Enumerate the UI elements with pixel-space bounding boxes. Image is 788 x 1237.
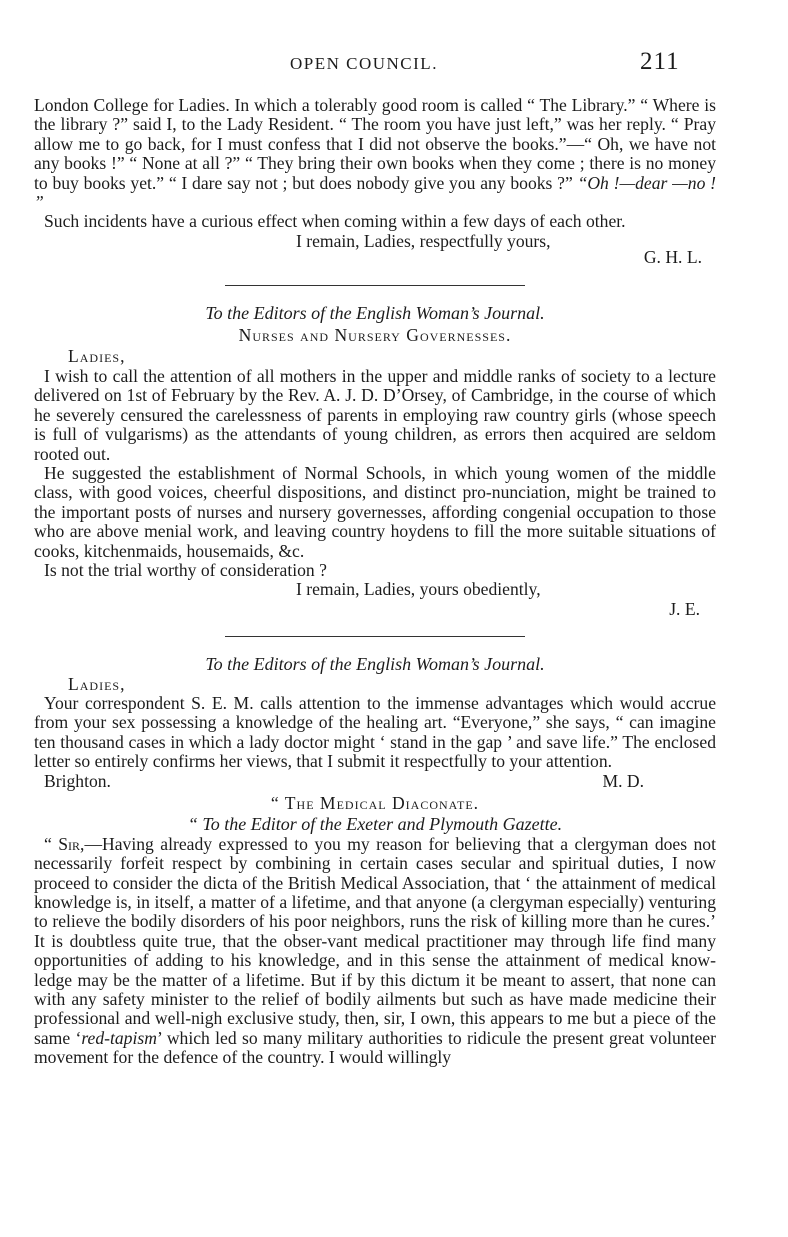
section-divider-1: [225, 285, 525, 286]
quoted-letter-heading: “ To the Editor of the Exeter and Plymouth Gazette.: [187, 814, 563, 835]
quoted-letter-title: “ The Medical Diaconate.: [270, 793, 480, 813]
running-header: [0, 48, 788, 78]
quoted-letter-body: “ Sir,—Having already expressed to you my reason for believing that a clergyman does not necessarily forfeit respect by combining in certain cases secular and spiritual duties, I now proceed to consider the dicta of the British Medical Association, that ‘ the attainment of medical knowledge is, in itself, a matter of a lifetime, and that anyone (a clergyman especially) venturing to relieve the bodily disorders of his poor neighbors, runs the risk of killing more than he cures.’ It is doubtless quite true, that the obser-vant medical practitioner may through life find many opportunities of adding to his knowledge, and in this sense the attainment of medical know-ledge may be the matter of a lifetime. But if by this dictum it be meant to assert, that none can with any safety minister to the relief of bodily ailments but such as have made medicine their professional and well-nigh exclusive study, then, sir, I own, this appears to me but a piece of the same ‘red-tapism’ which led so many military authorities to ridicule the present great volunteer movement for the defence of the country. I would willingly: [34, 833, 716, 1068]
letter2-paragraph-2: He suggested the establishment of Normal Schools, in which young women of the middle class, with good voices, cheerful dispositions, and distinct pro-nunciation, might be trained to the important posts of nurses and nursery governesses, affording congenial occupation to those who are above menial work, and leaving country hoydens to fill the more suitable situations of cooks, kitchenmaids, housemaids, &c.: [34, 462, 716, 561]
page-body: [34, 96, 716, 1068]
letter3-signature: M. D.: [602, 770, 644, 791]
letter1-italic-exclamation: “Oh !—dear —no ! ”: [34, 172, 716, 213]
letter1-closing: I remain, Ladies, respectfully yours,: [296, 230, 551, 251]
letter2-closing: I remain, Ladies, yours obediently,: [296, 579, 541, 600]
letter3-signoff: [34, 772, 716, 791]
running-title: OPEN COUNCIL.: [290, 54, 438, 73]
letter2-paragraph-3: Is not the trial worthy of consideration ?: [44, 559, 327, 580]
letter3-place: Brighton.: [44, 770, 111, 791]
letter1-signature: G. H. L.: [643, 247, 702, 268]
quoted-salutation: “ Sir,: [44, 833, 85, 854]
letter1-paragraph-1: London College for Ladies. In which a tolerably good room is called “ The Library.” “ Where is the library ?” said I, to the Lady Resident. “ The room you have just left,” was her reply. “ Pray allow me to go back, for I must confess that I did not observe the books.”—“ Oh, we have not any books !” “ None at all ?” “ They bring their own books when they come ; there is no money to buy books yet.” “ I dare say not ; but does nobody give you any books ?” “Oh !—dear —no ! ”: [34, 95, 716, 213]
letter2-subheading: Nurses and Nursery Governesses.: [238, 325, 512, 346]
letter3-salutation: Ladies,: [68, 673, 126, 694]
letter1-paragraph-2: Such incidents have a curious effect when coming within a few days of each other.: [44, 211, 626, 232]
letter2-salutation: Ladies,: [68, 346, 126, 367]
letter3-heading: To the Editors of the English Woman’s Journal.: [205, 654, 545, 675]
letter2-heading: To the Editors of the English Woman’s Journal.: [205, 302, 545, 323]
letter2-signature: J. E.: [669, 598, 700, 619]
quoted-italic-term: red-tapism: [81, 1027, 157, 1048]
letter3-paragraph-1: Your correspondent S. E. M. calls attention to the immense advantages which would accrue from your sex possessing a knowledge of the healing art. “Everyone,” she says, “ can imagine ten thousand cases in which a lady doctor might ‘ stand in the gap ’ and save life.” The enclosed letter so entirely confirms her views, that I submit it respectfully to your attention.: [34, 692, 716, 772]
letter2-paragraph-1: I wish to call the attention of all mothers in the upper and middle ranks of society to a lecture delivered on 1st of February by the Rev. A. J. D. D’Orsey, of Cambridge, in the course of which he severely censured the carelessness of parents in employing raw country girls (whose speech is full of vulgarisms) as the attendants of young children, as errors then acquired are seldom rooted out.: [34, 365, 716, 464]
section-divider-2: [225, 636, 525, 637]
page-number: 211: [640, 48, 680, 75]
